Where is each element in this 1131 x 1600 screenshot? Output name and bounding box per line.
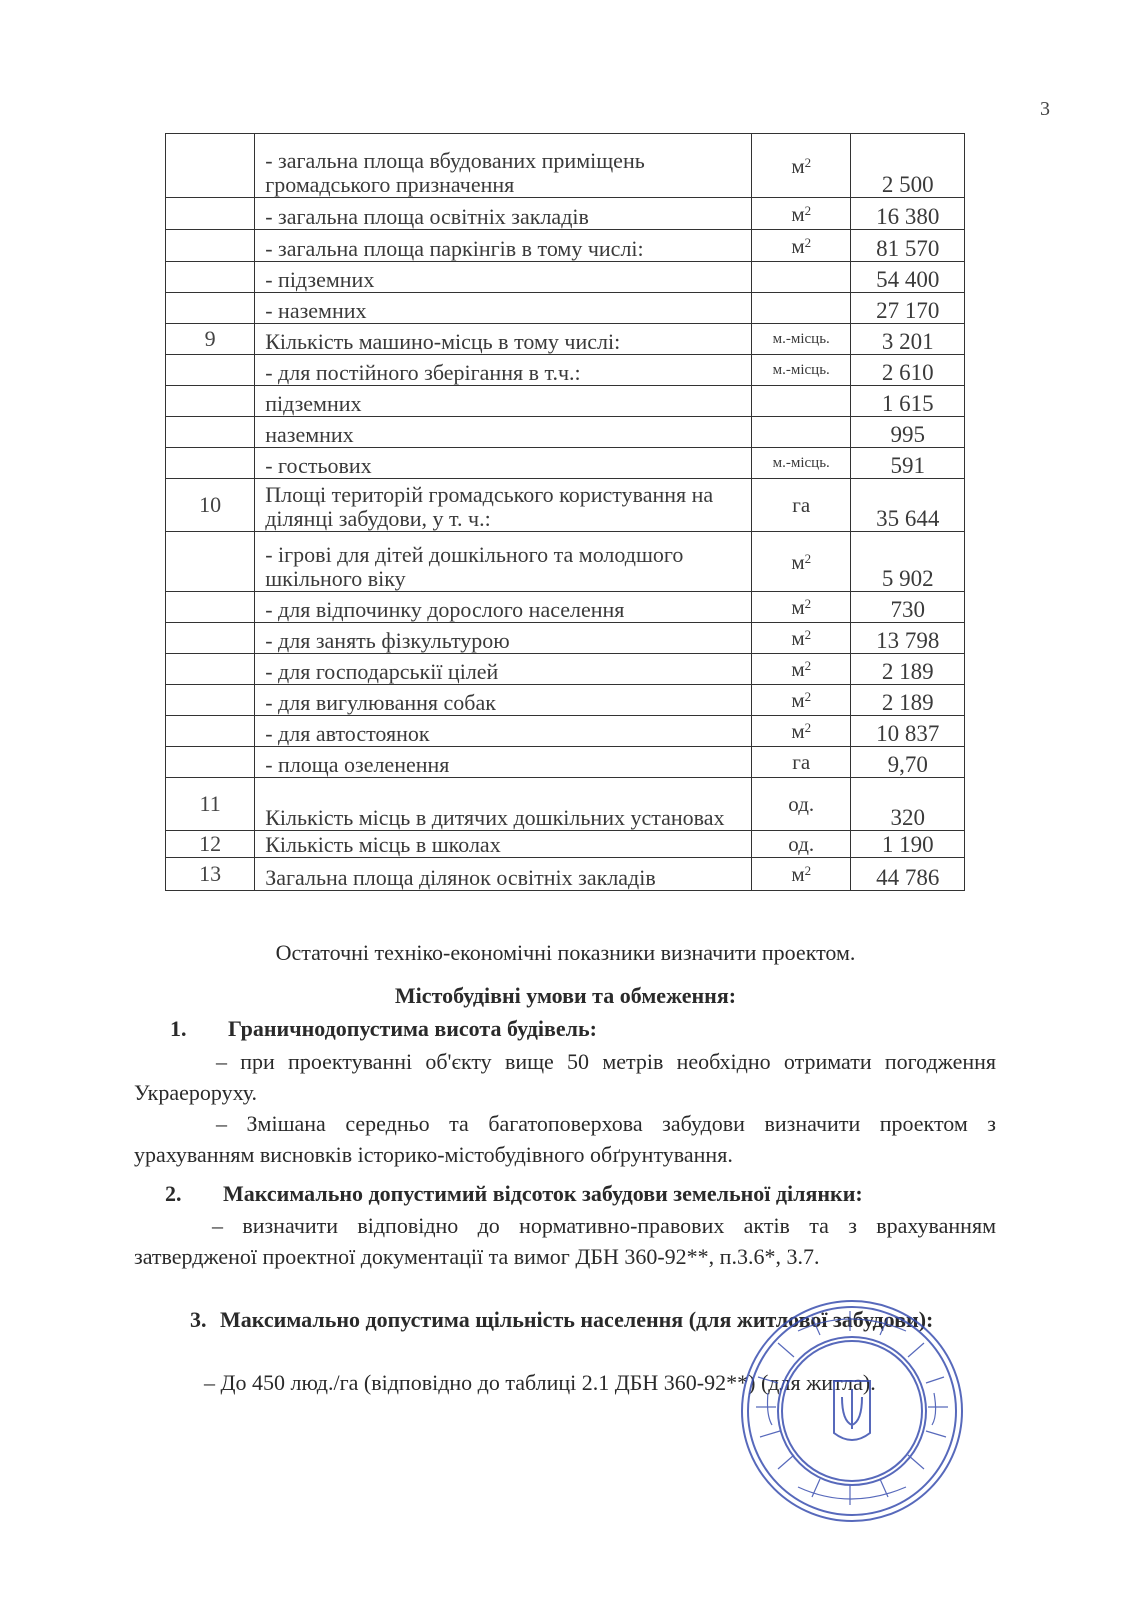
row-number xyxy=(166,716,255,747)
indicator-value: 1 190 xyxy=(851,831,965,858)
official-stamp xyxy=(738,1297,966,1525)
indicator-value: 2 610 xyxy=(851,355,965,386)
condition-number: 3. xyxy=(190,1307,207,1332)
indicator-name: - загальна площа паркінгів в тому числі: xyxy=(255,230,752,262)
indicator-value: 1 615 xyxy=(851,386,965,417)
unit-cell xyxy=(752,685,851,716)
condition-title: Максимально допустимий відсоток забудови земельної ділянки: xyxy=(223,1181,863,1206)
unit: м xyxy=(791,657,805,681)
table-row xyxy=(166,858,965,891)
unit-cell xyxy=(752,831,851,858)
section-title: Містобудівні умови та обмеження: xyxy=(394,983,737,1008)
table-row xyxy=(166,685,965,716)
condition-paragraph: – при проектуванні об'єкту вище 50 метрів необхідно отримати погодження Украероруху. xyxy=(134,1049,996,1105)
unit-cell xyxy=(752,355,851,386)
unit-cell xyxy=(752,324,851,355)
row-number xyxy=(166,198,255,230)
unit-cell xyxy=(752,134,851,198)
indicator-name: - для вигулювання собак xyxy=(255,685,752,716)
table-row xyxy=(166,716,965,747)
row-number xyxy=(166,417,255,448)
indicator-value: 2 500 xyxy=(851,134,965,198)
indicator-value: 2 189 xyxy=(851,654,965,685)
unit-cell xyxy=(752,778,851,831)
unit-exponent: 2 xyxy=(804,596,812,611)
unit-exponent: 2 xyxy=(804,154,812,170)
row-number xyxy=(166,654,255,685)
unit: м xyxy=(791,233,805,258)
unit-exponent: 2 xyxy=(804,202,812,218)
condition-title: Максимально допустима щільність населення (для житлової забудови): xyxy=(220,1307,934,1332)
unit-cell xyxy=(752,262,851,293)
row-number: 11 xyxy=(166,778,255,831)
unit: м xyxy=(791,719,805,743)
condition-number: 1. xyxy=(170,1016,187,1041)
indicator-name: - загальна площа вбудованих приміщень громадського призначення xyxy=(255,134,752,198)
row-number xyxy=(166,623,255,654)
unit-cell xyxy=(752,747,851,778)
unit: м.-місць. xyxy=(772,362,830,378)
table-row xyxy=(166,831,965,858)
unit-cell xyxy=(752,716,851,747)
table-row xyxy=(166,198,965,230)
condition-heading-2 xyxy=(165,1181,863,1207)
table-row xyxy=(166,778,965,831)
unit: од. xyxy=(788,792,815,816)
row-number xyxy=(166,262,255,293)
unit-cell xyxy=(752,858,851,891)
unit: од. xyxy=(788,832,815,856)
row-number xyxy=(166,355,255,386)
indicator-value: 27 170 xyxy=(851,293,965,324)
unit-cell xyxy=(752,592,851,623)
unit-cell xyxy=(752,448,851,479)
row-number: 13 xyxy=(166,858,255,891)
indicator-name: - для занять фізкультурою xyxy=(255,623,752,654)
condition-heading-1 xyxy=(170,1016,597,1042)
indicator-value: 2 189 xyxy=(851,685,965,716)
table-row xyxy=(166,386,965,417)
unit: га xyxy=(792,750,811,774)
page-number: 3 xyxy=(1040,98,1050,120)
indicator-name: Кількість місць в дитячих дошкільних установах xyxy=(255,778,752,831)
unit: м.-місць. xyxy=(772,455,830,471)
table-row xyxy=(166,654,965,685)
table-row xyxy=(166,262,965,293)
unit-cell xyxy=(752,532,851,592)
indicator-value: 35 644 xyxy=(851,479,965,532)
indicator-value: 9,70 xyxy=(851,747,965,778)
indicator-name: - загальна площа освітніх закладів xyxy=(255,198,752,230)
table-row xyxy=(166,230,965,262)
indicator-name: - для відпочинку дорослого населення xyxy=(255,592,752,623)
unit-cell xyxy=(752,479,851,532)
unit-cell xyxy=(752,654,851,685)
indicator-name: - гостьових xyxy=(255,448,752,479)
parameters-table xyxy=(165,133,965,891)
unit: м xyxy=(791,862,805,886)
indicator-name: - для постійного зберігання в т.ч.: xyxy=(255,355,752,386)
indicator-value: 44 786 xyxy=(851,858,965,891)
unit-cell xyxy=(752,623,851,654)
unit: м xyxy=(791,201,805,226)
indicator-name: підземних xyxy=(255,386,752,417)
indicator-value: 54 400 xyxy=(851,262,965,293)
table-row xyxy=(166,324,965,355)
condition-title: Граничнодопустима висота будівель: xyxy=(228,1016,597,1041)
indicator-value: 995 xyxy=(851,417,965,448)
condition-number: 2. xyxy=(165,1181,182,1206)
table-row xyxy=(166,134,965,198)
unit: м xyxy=(791,595,805,619)
unit-exponent: 2 xyxy=(804,234,812,250)
indicator-value: 591 xyxy=(851,448,965,479)
indicator-name: - наземних xyxy=(255,293,752,324)
row-number xyxy=(166,592,255,623)
unit: м xyxy=(791,153,805,178)
table-row xyxy=(166,417,965,448)
indicator-name: Площі територій громадського користування на ділянці забудови, у т. ч.: xyxy=(255,479,752,532)
unit-exponent: 2 xyxy=(804,658,812,673)
unit-exponent: 2 xyxy=(804,550,812,566)
table-row xyxy=(166,747,965,778)
indicator-name: Кількість машино-місць в тому числі: xyxy=(255,324,752,355)
indicator-name: Кількість місць в школах xyxy=(255,831,752,858)
table-row xyxy=(166,355,965,386)
row-number xyxy=(166,293,255,324)
indicator-value: 81 570 xyxy=(851,230,965,262)
row-number xyxy=(166,532,255,592)
unit-exponent: 2 xyxy=(804,720,812,735)
indicator-value: 13 798 xyxy=(851,623,965,654)
table-row xyxy=(166,623,965,654)
indicator-name: наземних xyxy=(255,417,752,448)
indicator-value: 730 xyxy=(851,592,965,623)
indicator-name: - для автостоянок xyxy=(255,716,752,747)
row-number: 12 xyxy=(166,831,255,858)
unit-exponent: 2 xyxy=(804,863,812,878)
condition-paragraph: – Змішана середньо та багатоповерхова забудови визначити проектом з урахуванням висновків історико-містобудівного обґрунтування. xyxy=(134,1111,996,1167)
unit: м xyxy=(791,688,805,712)
row-number xyxy=(166,448,255,479)
indicator-value: 10 837 xyxy=(851,716,965,747)
row-number xyxy=(166,747,255,778)
indicator-value: 3 201 xyxy=(851,324,965,355)
indicator-name: Загальна площа ділянок освітніх закладів xyxy=(255,858,752,891)
unit-exponent: 2 xyxy=(804,689,812,704)
table-row xyxy=(166,448,965,479)
indicator-name: - підземних xyxy=(255,262,752,293)
unit-cell xyxy=(752,198,851,230)
unit-cell xyxy=(752,230,851,262)
unit: м.-місць. xyxy=(772,331,830,347)
indicator-value: 5 902 xyxy=(851,532,965,592)
final-indicators-note: Остаточні техніко-економічні показники визначити проектом. xyxy=(275,940,856,965)
condition-paragraph: – До 450 люд./га (відповідно до таблиці 2.1 ДБН 360-92**) (для житла). xyxy=(204,1370,876,1395)
indicator-value: 320 xyxy=(851,778,965,831)
unit-exponent: 2 xyxy=(804,627,812,642)
table-row xyxy=(166,592,965,623)
table-row xyxy=(166,532,965,592)
unit-cell xyxy=(752,293,851,324)
row-number xyxy=(166,230,255,262)
condition-paragraph: – визначити відповідно до нормативно-правових актів та з врахуванням затвердженої проектної документації та вимог ДБН 360-92**, п.3.6*, 3.7. xyxy=(134,1213,996,1269)
row-number: 10 xyxy=(166,479,255,532)
indicator-name: - для господарськії цілей xyxy=(255,654,752,685)
row-number xyxy=(166,386,255,417)
table-row xyxy=(166,479,965,532)
row-number xyxy=(166,685,255,716)
unit-cell xyxy=(752,386,851,417)
row-number xyxy=(166,134,255,198)
indicator-name: - площа озеленення xyxy=(255,747,752,778)
unit: м xyxy=(791,626,805,650)
unit: га xyxy=(792,493,811,517)
unit-cell xyxy=(752,417,851,448)
table-row xyxy=(166,293,965,324)
unit: м xyxy=(791,549,805,574)
row-number: 9 xyxy=(166,324,255,355)
indicator-name: - ігрові для дітей дошкільного та молодшого шкільного віку xyxy=(255,532,752,592)
indicator-value: 16 380 xyxy=(851,198,965,230)
